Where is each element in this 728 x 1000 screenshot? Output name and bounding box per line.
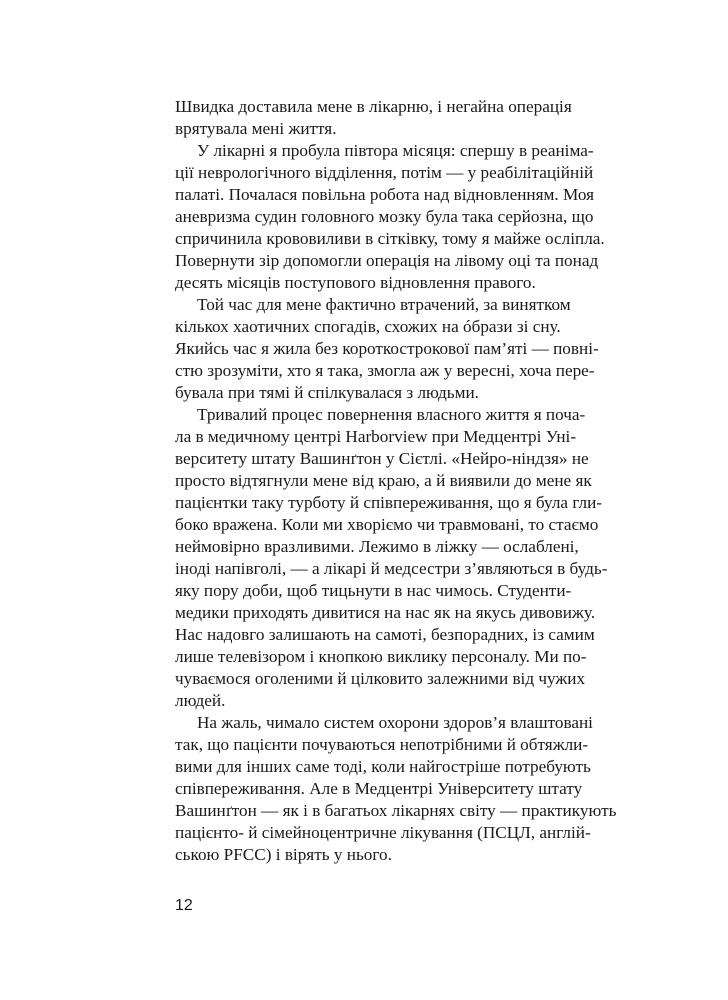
text-line: пацієнтки таку турботу й співпереживання, що я була гли- bbox=[175, 493, 603, 512]
text-line: Швидка доставила мене в лікарню, і негайна операція bbox=[175, 97, 572, 116]
text-line: бувала при тямі й спілкувалася з людьми. bbox=[175, 383, 479, 402]
text-line: співпереживання. Але в Медцентрі Університету штату bbox=[175, 779, 583, 798]
text-line: боко вражена. Коли ми хворіємо чи травмовані, то стаємо bbox=[175, 515, 599, 534]
text-line: вими для інших саме тоді, коли найгостріше потребують bbox=[175, 757, 591, 776]
text-line: медики приходять дивитися на нас як на якусь дивовижу. bbox=[175, 603, 596, 622]
text-line: Той час для мене фактично втрачений, за винятком bbox=[197, 295, 571, 314]
text-line: пацієнто- й сімейноцентричне лікування (ПСЦЛ, англій- bbox=[175, 823, 591, 842]
text-line: лише телевізором і кнопкою виклику персоналу. Ми по- bbox=[175, 647, 587, 666]
text-line: ції неврологічного відділення, потім — у реабілітаційній bbox=[175, 163, 594, 182]
text-line: Тривалий процес повернення власного життя я поча- bbox=[197, 405, 586, 424]
text-line: Якийсь час я жила без короткострокової пам’яті — повні- bbox=[175, 339, 599, 358]
text-line: спричинила крововиливи в сітківку, тому я майже осліпла. bbox=[175, 229, 605, 248]
body-text bbox=[175, 96, 617, 866]
text-line: врятувала мені життя. bbox=[175, 119, 337, 138]
text-line: У лікарні я пробула півтора місяця: спершу в реаніма- bbox=[197, 141, 594, 160]
text-line: неймовірно вразливими. Лежимо в ліжку — ослаблені, bbox=[175, 537, 579, 556]
text-line: десять місяців поступового відновлення правого. bbox=[175, 273, 536, 292]
text-line: аневризма судин головного мозку була така серйозна, що bbox=[175, 207, 594, 226]
text-line: стю зрозуміти, хто я така, змогла аж у вересні, хоча пере- bbox=[175, 361, 595, 380]
text-line: кількох хаотичних спогадів, схожих на óбрази зі сну. bbox=[175, 317, 561, 336]
text-line: Вашинґтон — як і в багатьох лікарнях світу — практикують bbox=[175, 801, 617, 820]
page-number: 12 bbox=[175, 897, 193, 914]
text-line: На жаль, чимало систем охорони здоров’я влаштовані bbox=[197, 713, 593, 732]
text-line: верситету штату Вашинґтон у Сієтлі. «Нейро-ніндзя» не bbox=[175, 449, 589, 468]
text-line: просто відтягнули мене від краю, а й виявили до мене як bbox=[175, 471, 592, 490]
text-line: іноді напівголі, — а лікарі й медсестри з’являються в будь- bbox=[175, 559, 608, 578]
text-line: чуваємося оголеними й цілковито залежними від чужих bbox=[175, 669, 586, 688]
text-line: Нас надовго залишають на самоті, безпорадних, із самим bbox=[175, 625, 595, 644]
text-line: Повернути зір допомогли операція на лівому оці та понад bbox=[175, 251, 599, 270]
text-line: ською PFCC) і вірять у нього. bbox=[175, 845, 392, 864]
text-line: ла в медичному центрі Harborview при Медцентрі Уні- bbox=[175, 427, 577, 446]
text-line: палаті. Почалася повільна робота над відновленням. Моя bbox=[175, 185, 594, 204]
text-line: яку пору доби, щоб тицьнути в нас чимось. Студенти- bbox=[175, 581, 572, 600]
text-line: так, що пацієнти почуваються непотрібними й обтяжли- bbox=[175, 735, 589, 754]
text-line: людей. bbox=[175, 691, 226, 710]
